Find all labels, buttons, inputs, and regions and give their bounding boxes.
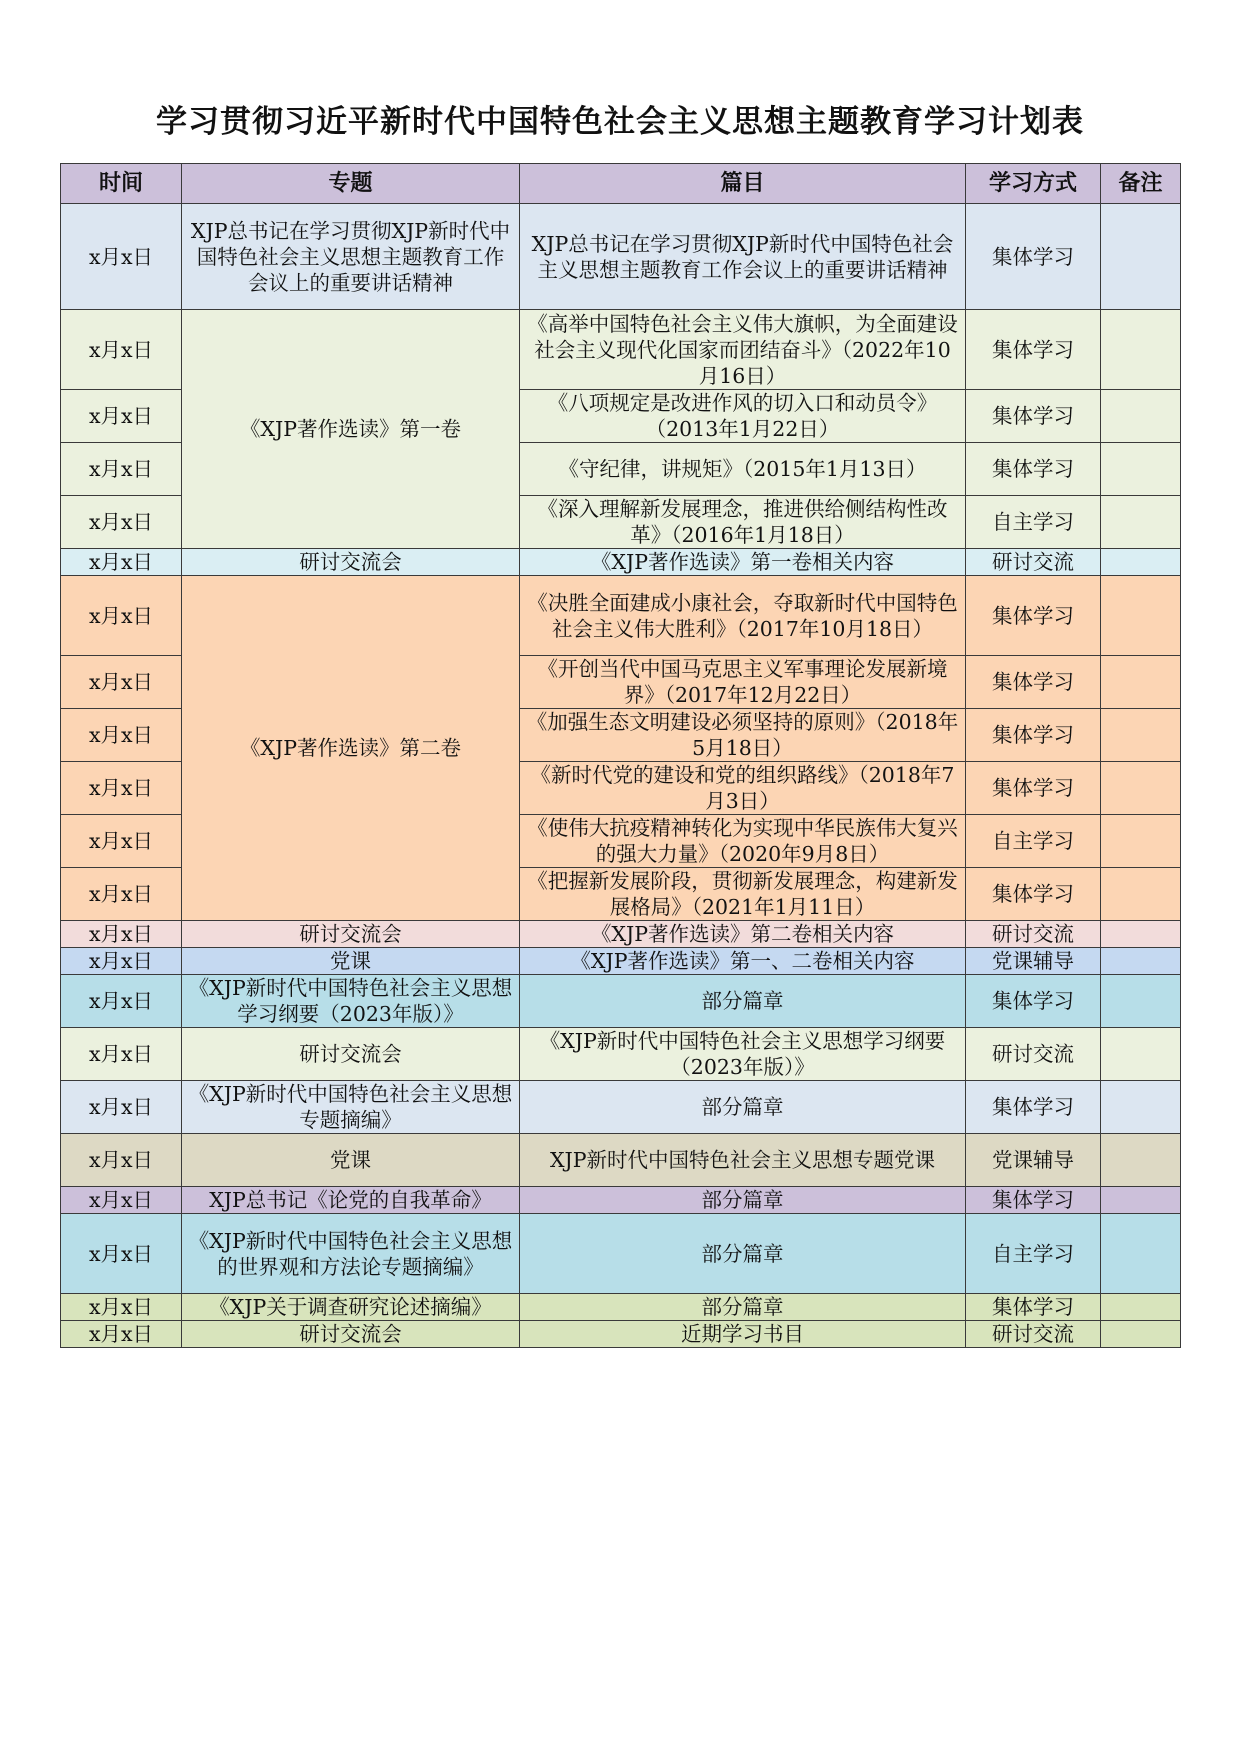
article-cell: 《新时代党的建设和党的组织路线》（2018年7月3日）	[520, 762, 966, 815]
time-cell: x月x日	[61, 1321, 182, 1348]
topic-cell: 党课	[182, 948, 520, 975]
table-row	[61, 975, 1181, 1028]
topic-cell: 研讨交流会	[182, 921, 520, 948]
article-cell: 《XJP新时代中国特色社会主义思想学习纲要（2023年版）》	[520, 1028, 966, 1081]
note-cell	[1101, 921, 1181, 948]
article-cell: 《XJP著作选读》第二卷相关内容	[520, 921, 966, 948]
article-cell: 《XJP著作选读》第一、二卷相关内容	[520, 948, 966, 975]
time-cell: x月x日	[61, 549, 182, 576]
topic-cell: 《XJP著作选读》第二卷	[182, 576, 520, 921]
topic-cell: 研讨交流会	[182, 1028, 520, 1081]
article-cell: 《深入理解新发展理念，推进供给侧结构性改革》（2016年1月18日）	[520, 496, 966, 549]
time-cell: x月x日	[61, 921, 182, 948]
method-cell: 集体学习	[966, 762, 1101, 815]
time-cell: x月x日	[61, 1134, 182, 1187]
note-cell	[1101, 1294, 1181, 1321]
note-cell	[1101, 948, 1181, 975]
article-cell: 部分篇章	[520, 975, 966, 1028]
topic-cell: XJP总书记《论党的自我革命》	[182, 1187, 520, 1214]
method-cell: 集体学习	[966, 1294, 1101, 1321]
header-note: 备注	[1101, 164, 1181, 204]
note-cell	[1101, 310, 1181, 390]
note-cell	[1101, 1321, 1181, 1348]
table-row	[61, 921, 1181, 948]
note-cell	[1101, 204, 1181, 310]
note-cell	[1101, 549, 1181, 576]
method-cell: 集体学习	[966, 868, 1101, 921]
article-cell: XJP新时代中国特色社会主义思想专题党课	[520, 1134, 966, 1187]
header-topic: 专题	[182, 164, 520, 204]
article-cell: 部分篇章	[520, 1294, 966, 1321]
time-cell: x月x日	[61, 1081, 182, 1134]
table-row	[61, 204, 1181, 310]
time-cell: x月x日	[61, 762, 182, 815]
article-cell: 部分篇章	[520, 1081, 966, 1134]
time-cell: x月x日	[61, 1187, 182, 1214]
method-cell: 研讨交流	[966, 1321, 1101, 1348]
time-cell: x月x日	[61, 709, 182, 762]
article-cell: 《决胜全面建成小康社会，夺取新时代中国特色社会主义伟大胜利》（2017年10月18日）	[520, 576, 966, 656]
table-row	[61, 948, 1181, 975]
article-cell: 部分篇章	[520, 1187, 966, 1214]
method-cell: 研讨交流	[966, 1028, 1101, 1081]
time-cell: x月x日	[61, 975, 182, 1028]
time-cell: x月x日	[61, 1214, 182, 1294]
time-cell: x月x日	[61, 1294, 182, 1321]
table-row	[61, 1214, 1181, 1294]
table-row	[61, 1134, 1181, 1187]
article-cell: 《使伟大抗疫精神转化为实现中华民族伟大复兴的强大力量》（2020年9月8日）	[520, 815, 966, 868]
note-cell	[1101, 1214, 1181, 1294]
note-cell	[1101, 496, 1181, 549]
time-cell: x月x日	[61, 443, 182, 496]
method-cell: 研讨交流	[966, 921, 1101, 948]
topic-cell: XJP总书记在学习贯彻XJP新时代中国特色社会主义思想主题教育工作会议上的重要讲话精神	[182, 204, 520, 310]
topic-cell: 研讨交流会	[182, 1321, 520, 1348]
method-cell: 自主学习	[966, 1214, 1101, 1294]
page-title: 学习贯彻习近平新时代中国特色社会主义思想主题教育学习计划表	[156, 104, 1084, 140]
method-cell: 集体学习	[966, 390, 1101, 443]
topic-cell: 《XJP著作选读》第一卷	[182, 310, 520, 549]
note-cell	[1101, 576, 1181, 656]
header-article: 篇目	[520, 164, 966, 204]
table-row	[61, 576, 1181, 656]
note-cell	[1101, 1028, 1181, 1081]
article-cell: 《开创当代中国马克思主义军事理论发展新境界》（2017年12月22日）	[520, 656, 966, 709]
note-cell	[1101, 1134, 1181, 1187]
time-cell: x月x日	[61, 656, 182, 709]
note-cell	[1101, 390, 1181, 443]
note-cell	[1101, 656, 1181, 709]
study-plan-table	[60, 163, 1181, 1348]
table-row	[61, 310, 1181, 390]
method-cell: 集体学习	[966, 709, 1101, 762]
topic-cell: 《XJP新时代中国特色社会主义思想专题摘编》	[182, 1081, 520, 1134]
time-cell: x月x日	[61, 576, 182, 656]
note-cell	[1101, 443, 1181, 496]
time-cell: x月x日	[61, 815, 182, 868]
article-cell: 《XJP著作选读》第一卷相关内容	[520, 549, 966, 576]
method-cell: 党课辅导	[966, 948, 1101, 975]
method-cell: 集体学习	[966, 1081, 1101, 1134]
article-cell: XJP总书记在学习贯彻XJP新时代中国特色社会主义思想主题教育工作会议上的重要讲话精神	[520, 204, 966, 310]
note-cell	[1101, 762, 1181, 815]
header-time: 时间	[61, 164, 182, 204]
table-row	[61, 1294, 1181, 1321]
topic-cell: 研讨交流会	[182, 549, 520, 576]
method-cell: 集体学习	[966, 204, 1101, 310]
method-cell: 集体学习	[966, 310, 1101, 390]
method-cell: 自主学习	[966, 496, 1101, 549]
header-method: 学习方式	[966, 164, 1101, 204]
article-cell: 近期学习书目	[520, 1321, 966, 1348]
time-cell: x月x日	[61, 204, 182, 310]
table-row	[61, 1081, 1181, 1134]
article-cell: 《高举中国特色社会主义伟大旗帜，为全面建设社会主义现代化国家而团结奋斗》（2022年10月16日）	[520, 310, 966, 390]
method-cell: 集体学习	[966, 576, 1101, 656]
note-cell	[1101, 975, 1181, 1028]
note-cell	[1101, 1081, 1181, 1134]
topic-cell: 《XJP关于调查研究论述摘编》	[182, 1294, 520, 1321]
topic-cell: 《XJP新时代中国特色社会主义思想的世界观和方法论专题摘编》	[182, 1214, 520, 1294]
note-cell	[1101, 709, 1181, 762]
time-cell: x月x日	[61, 390, 182, 443]
time-cell: x月x日	[61, 310, 182, 390]
method-cell: 集体学习	[966, 975, 1101, 1028]
note-cell	[1101, 1187, 1181, 1214]
table-row	[61, 549, 1181, 576]
method-cell: 研讨交流	[966, 549, 1101, 576]
time-cell: x月x日	[61, 868, 182, 921]
topic-cell: 党课	[182, 1134, 520, 1187]
note-cell	[1101, 815, 1181, 868]
method-cell: 集体学习	[966, 1187, 1101, 1214]
method-cell: 集体学习	[966, 656, 1101, 709]
table-row	[61, 1028, 1181, 1081]
topic-cell: 《XJP新时代中国特色社会主义思想学习纲要（2023年版）》	[182, 975, 520, 1028]
method-cell: 党课辅导	[966, 1134, 1101, 1187]
article-cell: 《加强生态文明建设必须坚持的原则》（2018年5月18日）	[520, 709, 966, 762]
method-cell: 自主学习	[966, 815, 1101, 868]
note-cell	[1101, 868, 1181, 921]
article-cell: 部分篇章	[520, 1214, 966, 1294]
article-cell: 《守纪律，讲规矩》（2015年1月13日）	[520, 443, 966, 496]
method-cell: 集体学习	[966, 443, 1101, 496]
table-row	[61, 1187, 1181, 1214]
header-row	[61, 164, 1181, 204]
article-cell: 《八项规定是改进作风的切入口和动员令》（2013年1月22日）	[520, 390, 966, 443]
article-cell: 《把握新发展阶段，贯彻新发展理念，构建新发展格局》（2021年1月11日）	[520, 868, 966, 921]
table-row	[61, 1321, 1181, 1348]
time-cell: x月x日	[61, 496, 182, 549]
time-cell: x月x日	[61, 1028, 182, 1081]
time-cell: x月x日	[61, 948, 182, 975]
